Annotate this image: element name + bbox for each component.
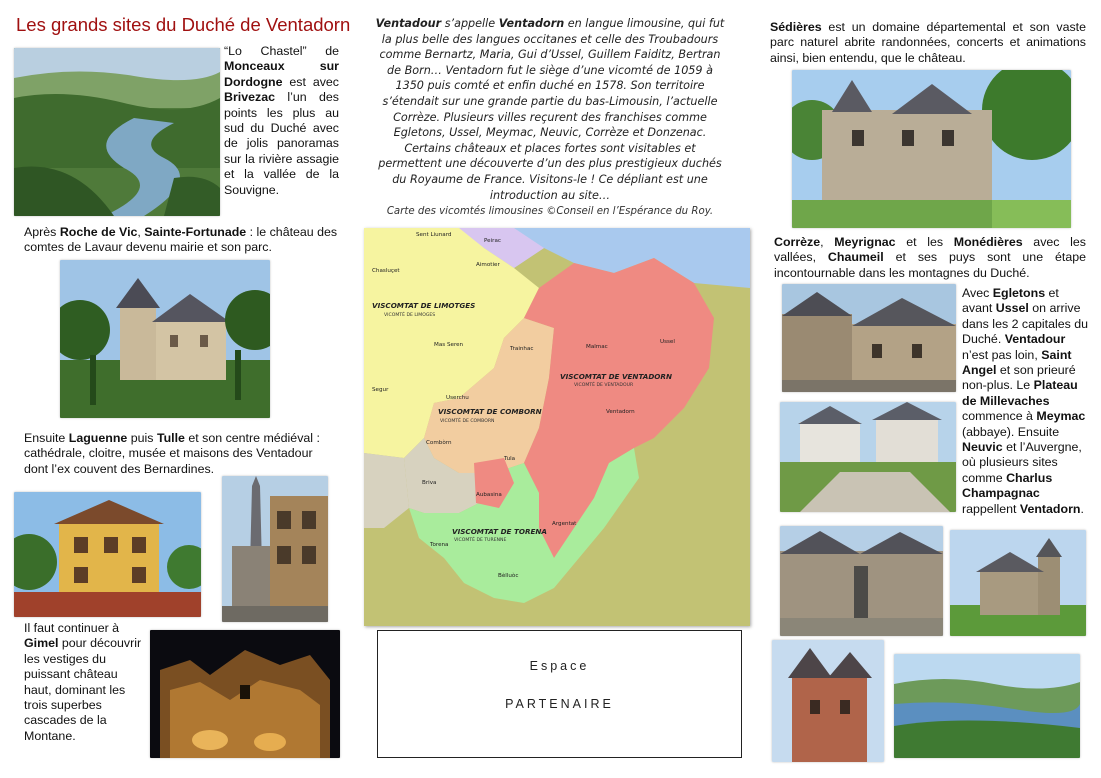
lake-landscape-photo bbox=[894, 654, 1080, 758]
svg-text:Briva: Briva bbox=[422, 480, 437, 486]
svg-text:Combòrn: Combòrn bbox=[426, 440, 452, 446]
tulle-cathedral-photo bbox=[222, 476, 328, 622]
partner-box bbox=[377, 630, 742, 758]
monceaux-river-photo bbox=[14, 48, 220, 216]
gimel-paragraph: Il faut continuer à Gimel pour découvrir les vestiges du puissant château haut, dominant les trois superbes cascades de la Montane. bbox=[24, 621, 142, 743]
sainte-fortunade-castle-photo bbox=[60, 260, 270, 418]
sedieres-castle-photo bbox=[792, 70, 1071, 228]
svg-text:Chasluçet: Chasluçet bbox=[372, 268, 400, 274]
svg-text:VICOMTÉ DE COMBORN: VICOMTÉ DE COMBORN bbox=[440, 419, 495, 424]
svg-text:Segur: Segur bbox=[372, 387, 389, 393]
svg-text:VISCOMTAT DE COMBORN: VISCOMTAT DE COMBORN bbox=[438, 407, 542, 416]
tulle-paragraph: Ensuite Laguenne puis Tulle et son centre médiéval : cathédrale, cloitre, musée et maisons des Ventadour dont l’ex couvent des Bernardines. bbox=[24, 431, 320, 476]
meymac-village-photo bbox=[780, 402, 956, 512]
svg-text:Malmac: Malmac bbox=[586, 344, 608, 350]
svg-text:Peirac: Peirac bbox=[484, 238, 501, 244]
svg-text:Mas Seren: Mas Seren bbox=[434, 342, 464, 348]
svg-text:Sent Liunard: Sent Liunard bbox=[416, 232, 452, 238]
sainte-fortunade-paragraph: Après Roche de Vic, Sainte-Fortunade : le château des comtes de Lavaur devenu mairie et son parc. bbox=[24, 225, 338, 255]
intro-text: Ventadour s’appelle Ventadorn en langue limousine, qui fut la plus belle des langues occitanes et celle des Troubadours comme Bernartz, Maria, Gui d’Ussel, Guillem Faiditz, Bertran de Born… Ventadorn fut le siège d’une vicomté de 1059 à 1350 puis comté et enfin duché en 1578. Son territoire s’étendait sur une grande partie du bas-Limousin, l’actuelle Corrèze. Plusieurs villes reçurent des franchises comme Egletons, Ussel, Meymac, Neuvic, Corrèze et Donzenac. Certains châteaux et places fortes sont visitables et permettent une découverte d’un des plus prestigieux duchés du Royaume de France. Visitons-le ! Ce dépliant est une introduction au site… bbox=[375, 17, 725, 202]
viscounties-map bbox=[364, 228, 750, 626]
egletons-houses-photo bbox=[782, 284, 956, 392]
neuvic-square-photo bbox=[780, 526, 943, 636]
sedieres-paragraph: Sédières est un domaine départemental et son vaste parc naturel abrite randonnées, concerts et animations ainsi, bien entendu, que le château. bbox=[770, 20, 1086, 65]
red-castle-photo bbox=[772, 640, 884, 762]
svg-text:Aubasina: Aubasina bbox=[476, 492, 502, 498]
monceaux-paragraph: “Lo Chastel” de Monceaux sur Dordogne est avec Brivezac l’un des points les plus au sud du Duché avec de jolis panoramas sur la rivière assagie et la vallée de la Souvigne. bbox=[224, 44, 339, 197]
svg-text:VISCOMTAT DE VENTADORN: VISCOMTAT DE VENTADORN bbox=[560, 372, 672, 381]
svg-text:Argentat: Argentat bbox=[552, 521, 577, 527]
charlus-castle-photo bbox=[950, 530, 1086, 636]
svg-text:Userchu: Userchu bbox=[446, 395, 469, 401]
svg-text:Aimotier: Aimotier bbox=[476, 262, 500, 268]
partner-line-2: PARTENAIRE bbox=[505, 697, 614, 711]
svg-text:Trainhac: Trainhac bbox=[510, 346, 534, 352]
monedieres-paragraph: Corrèze, Meyrignac et les Monédières avec les vallées, Chaumeil et ses puys sont une étape incontournable dans les montagnes du Duché. bbox=[774, 235, 1086, 280]
svg-text:Ussel: Ussel bbox=[660, 339, 675, 345]
svg-text:VICOMTÉ DE VENTADOUR: VICOMTÉ DE VENTADOUR bbox=[574, 383, 634, 388]
svg-text:VICOMTÉ DE LIMOGES: VICOMTÉ DE LIMOGES bbox=[384, 313, 436, 318]
partner-line-1: Espace bbox=[529, 659, 590, 673]
svg-text:Torena: Torena bbox=[430, 542, 449, 548]
svg-text:Ventadorn: Ventadorn bbox=[606, 409, 635, 415]
page-title: Les grands sites du Duché de Ventadorn bbox=[16, 14, 351, 35]
brivezac-name: Brivezac bbox=[224, 90, 275, 105]
map-caption: Carte des vicomtés limousines ©Conseil en l’Espérance du Roy. bbox=[386, 206, 714, 217]
tulle-house-photo bbox=[14, 492, 201, 617]
capitals-paragraph: Avec Egletons et avant Ussel on arrive dans les 2 capitales du Duché. Ventadour n’est pas loin, Saint Angel et son prieuré non-plus. Le Plateau de Millevaches commence à Meymac (abbaye). Ensuite Neuvic et l’Auvergne, où plusieurs sites comme Charlus Champagnac rappellent Ventadorn. bbox=[962, 286, 1089, 516]
svg-text:VISCOMTAT DE LIMOTGES: VISCOMTAT DE LIMOTGES bbox=[372, 301, 476, 310]
gimel-ruins-photo bbox=[150, 630, 340, 758]
svg-text:VICOMTÉ DE TURENNE: VICOMTÉ DE TURENNE bbox=[454, 538, 507, 543]
monceaux-name: Monceaux sur Dordogne bbox=[224, 59, 339, 89]
svg-text:VISCOMTAT DE TORENA: VISCOMTAT DE TORENA bbox=[452, 527, 547, 536]
svg-text:Bèlluòc: Bèlluòc bbox=[498, 573, 519, 579]
svg-text:Tula: Tula bbox=[504, 456, 516, 462]
